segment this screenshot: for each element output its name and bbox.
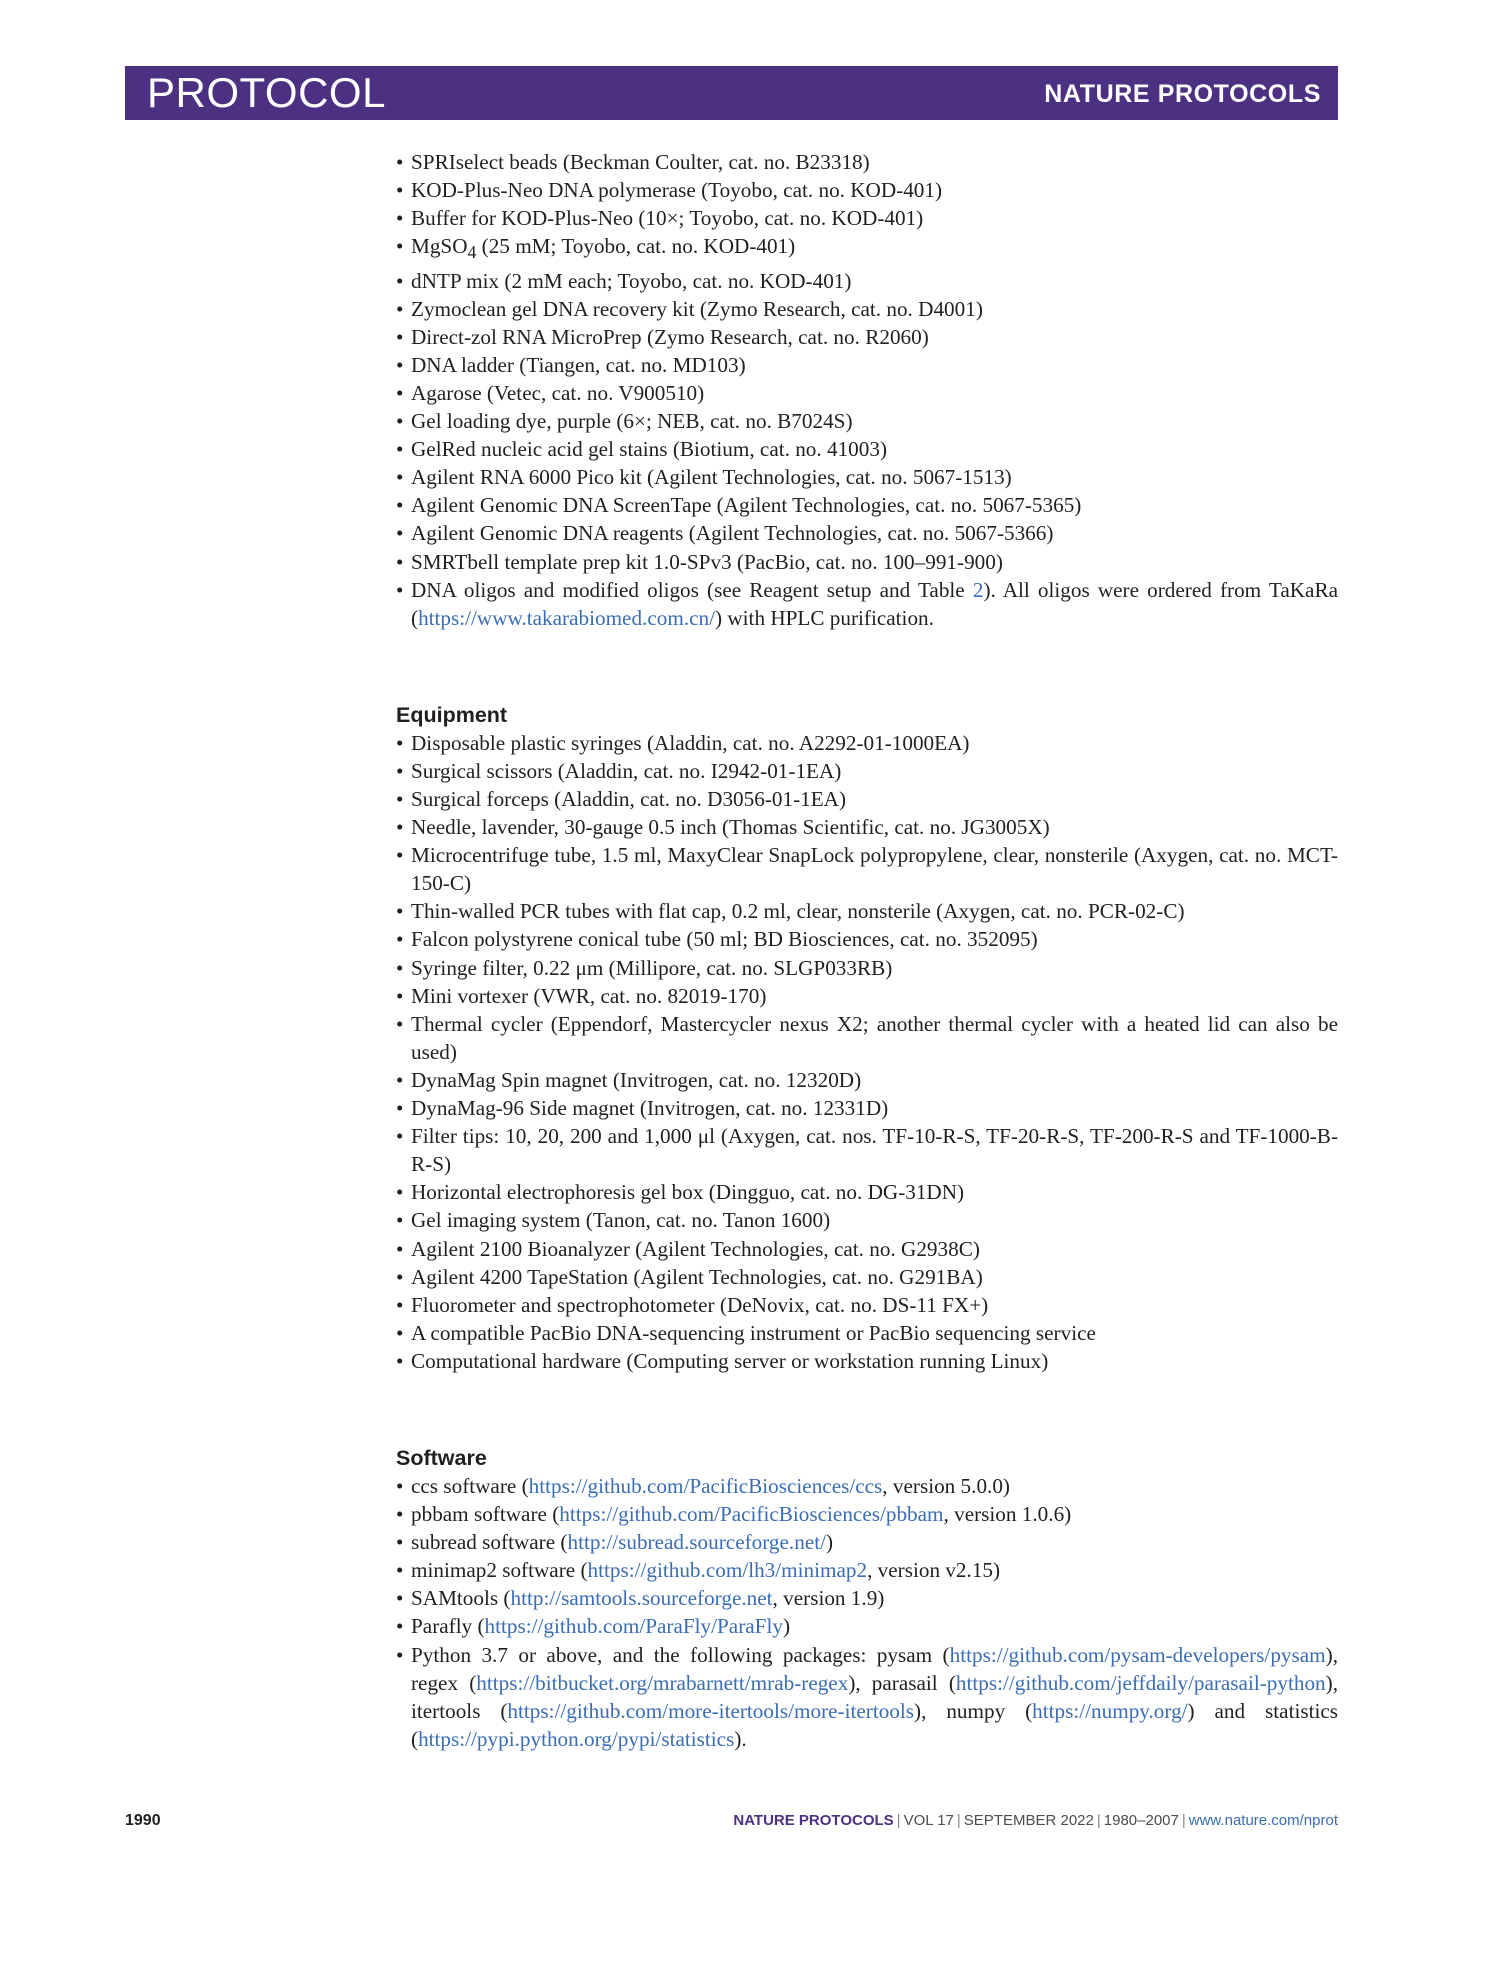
item-text: Filter tips: 10, 20, 200 and 1,000 μl (Axygen, cat. nos. TF-10-R-S, TF-20-R-S, TF-200-R-S and TF-1000-B-R-S) [411,1124,1338,1177]
item-text: Syringe filter, 0.22 μm (Millipore, cat. no. SLGP033RB) [411,955,893,980]
item-subscript: 4 [467,242,477,263]
item-text: ), parasail ( [848,1670,956,1695]
list-item [396,1472,1338,1500]
item-link[interactable]: https://github.com/lh3/minimap2 [587,1558,868,1583]
item-text: ) with HPLC purification. [715,605,934,630]
item-text: Python 3.7 or above, and the following packages: pysam ( [411,1642,950,1667]
item-link[interactable]: http://subread.sourceforge.net/ [567,1530,826,1555]
item-text: (25 mM; Toyobo, cat. no. KOD-401) [476,234,796,259]
item-text: A compatible PacBio DNA-sequencing instrument or PacBio sequencing service [411,1320,1096,1345]
list-item [396,204,1338,232]
equipment-list [396,729,1338,1375]
item-text: , version 5.0.0) [882,1473,1010,1498]
item-text: dNTP mix (2 mM each; Toyobo, cat. no. KOD-401) [411,268,852,293]
item-text: ). All oligos were ordered from TaKaRa ( [411,577,1338,630]
item-text: ), itertools ( [411,1670,1339,1723]
list-item [396,1178,1338,1206]
software-heading: Software [396,1445,487,1470]
main-content [396,148,1338,1753]
footer-separator: | [1181,1812,1186,1829]
list-item [396,295,1338,323]
footer-journal: NATURE PROTOCOLS [733,1812,894,1829]
list-item [396,925,1338,953]
list-item [396,1122,1338,1178]
header-journal-name: NATURE PROTOCOLS [1044,80,1321,108]
list-item [396,1641,1338,1753]
page-number: 1990 [125,1812,161,1829]
item-text: KOD-Plus-Neo DNA polymerase (Toyobo, cat. no. KOD-401) [411,178,943,203]
software-list [396,1472,1338,1753]
item-text: Fluorometer and spectrophotometer (DeNovix, cat. no. DS-11 FX+) [411,1292,989,1317]
equipment-heading: Equipment [396,702,508,727]
item-text: ccs software ( [411,1473,529,1498]
item-text: subread software ( [411,1530,568,1555]
list-item [396,1584,1338,1612]
list-item [396,463,1338,491]
header-bar [125,66,1338,120]
item-text: ), numpy ( [914,1698,1033,1723]
footer-url-link[interactable]: www.nature.com/nprot [1188,1812,1338,1829]
item-text: Gel imaging system (Tanon, cat. no. Tanon 1600) [411,1208,831,1233]
item-link[interactable]: https://bitbucket.org/mrabarnett/mrab-regex [476,1670,849,1695]
list-item [396,729,1338,757]
footer-separator: | [956,1812,961,1829]
footer-date: SEPTEMBER 2022 [963,1812,1094,1829]
list-item [396,1206,1338,1234]
item-link[interactable]: 2 [972,577,984,602]
footer-citation [733,1811,1338,1831]
list-item [396,1263,1338,1291]
list-item [396,351,1338,379]
list-item [396,548,1338,576]
item-text: minimap2 software ( [411,1558,588,1583]
item-link[interactable]: https://www.takarabiomed.com.cn/ [418,605,716,630]
item-text: Buffer for KOD-Plus-Neo (10×; Toyobo, cat. no. KOD-401) [411,206,924,231]
list-item [396,954,1338,982]
list-item [396,1500,1338,1528]
item-text: Direct-zol RNA MicroPrep (Zymo Research, cat. no. R2060) [411,324,929,349]
list-item [396,148,1338,176]
item-link[interactable]: https://github.com/pysam-developers/pysam [949,1642,1326,1667]
item-link[interactable]: https://github.com/PacificBiosciences/ccs [528,1473,883,1498]
item-text: SMRTbell template prep kit 1.0-SPv3 (PacBio, cat. no. 100–991-900) [411,549,1003,574]
list-item [396,323,1338,351]
item-link[interactable]: https://github.com/ParaFly/ParaFly [484,1614,783,1639]
item-link[interactable]: http://samtools.sourceforge.net [510,1586,773,1611]
item-text: GelRed nucleic acid gel stains (Biotium, cat. no. 41003) [411,437,888,462]
list-item [396,1010,1338,1066]
item-text: DynaMag Spin magnet (Invitrogen, cat. no. 12320D) [411,1067,862,1092]
item-text: ) and statistics ( [411,1698,1339,1751]
item-link[interactable]: https://github.com/jeffdaily/parasail-python [955,1670,1326,1695]
list-item [396,1066,1338,1094]
item-text: Agarose (Vetec, cat. no. V900510) [411,380,705,405]
item-text: Agilent 4200 TapeStation (Agilent Technologies, cat. no. G291BA) [411,1264,983,1289]
item-text: ), regex ( [411,1642,1338,1695]
list-item [396,982,1338,1010]
item-link[interactable]: https://github.com/more-itertools/more-itertools [507,1698,915,1723]
item-text: Falcon polystyrene conical tube (50 ml; BD Biosciences, cat. no. 352095) [411,927,1038,952]
item-text: ). [734,1726,747,1751]
item-text: Surgical scissors (Aladdin, cat. no. I2942-01-1EA) [411,758,842,783]
item-text: Agilent Genomic DNA ScreenTape (Agilent Technologies, cat. no. 5067-5365) [411,493,1082,518]
list-item [396,176,1338,204]
list-item [396,897,1338,925]
item-link[interactable]: https://github.com/PacificBiosciences/pbbam [559,1502,944,1527]
list-item [396,841,1338,897]
list-item [396,519,1338,547]
list-item [396,1528,1338,1556]
item-text: Disposable plastic syringes (Aladdin, cat. no. A2292-01-1000EA) [411,730,970,755]
footer-volume: VOL 17 [903,1812,954,1829]
list-item [396,1347,1338,1375]
item-text: Agilent Genomic DNA reagents (Agilent Technologies, cat. no. 5067-5366) [411,521,1054,546]
item-link[interactable]: https://pypi.python.org/pypi/statistics [418,1726,735,1751]
item-text: SAMtools ( [411,1586,511,1611]
item-text: MgSO [411,234,468,259]
item-text: , version v2.15) [867,1558,1001,1583]
footer-pages: 1980–2007 [1103,1812,1179,1829]
item-text: pbbam software ( [411,1502,560,1527]
item-text: Mini vortexer (VWR, cat. no. 82019-170) [411,983,767,1008]
list-item [396,576,1338,632]
reagents-list [396,148,1338,632]
list-item [396,1094,1338,1122]
item-text: Agilent 2100 Bioanalyzer (Agilent Technologies, cat. no. G2938C) [411,1236,980,1261]
item-text: ) [782,1614,790,1639]
list-item [396,1556,1338,1584]
header-section-label: PROTOCOL [147,69,386,116]
list-item [396,379,1338,407]
item-text: Gel loading dye, purple (6×; NEB, cat. no. B7024S) [411,409,853,434]
list-item [396,1319,1338,1347]
item-text: DNA oligos and modified oligos (see Reagent setup and Table [411,577,973,602]
item-text: , version 1.0.6) [943,1502,1072,1527]
item-text: Thermal cycler (Eppendorf, Mastercycler nexus X2; another thermal cycler with a heated lid can also be used) [411,1011,1338,1064]
list-item [396,1291,1338,1319]
item-text: Surgical forceps (Aladdin, cat. no. D3056-01-1EA) [411,787,847,812]
list-item [396,491,1338,519]
list-item [396,785,1338,813]
item-text: SPRIselect beads (Beckman Coulter, cat. no. B23318) [411,150,870,174]
footer-separator: | [896,1812,901,1829]
item-text: Zymoclean gel DNA recovery kit (Zymo Research, cat. no. D4001) [411,296,983,321]
item-text: Microcentrifuge tube, 1.5 ml, MaxyClear SnapLock polypropylene, clear, nonsterile (Axygen, cat. no. MCT-150-C) [411,843,1338,896]
item-text: , version 1.9) [772,1586,885,1611]
list-item [396,435,1338,463]
list-item [396,813,1338,841]
item-text: Computational hardware (Computing server or workstation running Linux) [411,1348,1049,1373]
item-text: Horizontal electrophoresis gel box (Dingguo, cat. no. DG-31DN) [411,1180,965,1205]
item-text: Parafly ( [411,1614,485,1639]
list-item [396,757,1338,785]
list-item [396,267,1338,295]
list-item [396,1612,1338,1640]
footer-separator: | [1096,1812,1101,1829]
list-item [396,407,1338,435]
item-text: Needle, lavender, 30-gauge 0.5 inch (Thomas Scientific, cat. no. JG3005X) [411,815,1050,840]
item-text: Thin-walled PCR tubes with flat cap, 0.2 ml, clear, nonsterile (Axygen, cat. no. PCR-02-C) [411,899,1185,924]
item-text: DynaMag-96 Side magnet (Invitrogen, cat. no. 12331D) [411,1096,889,1121]
item-text: DNA ladder (Tiangen, cat. no. MD103) [411,352,746,377]
item-link[interactable]: https://numpy.org/ [1032,1698,1188,1723]
list-item [396,232,1338,266]
item-text: Agilent RNA 6000 Pico kit (Agilent Technologies, cat. no. 5067-1513) [411,465,1012,490]
item-text: ) [826,1530,834,1555]
list-item [396,1235,1338,1263]
